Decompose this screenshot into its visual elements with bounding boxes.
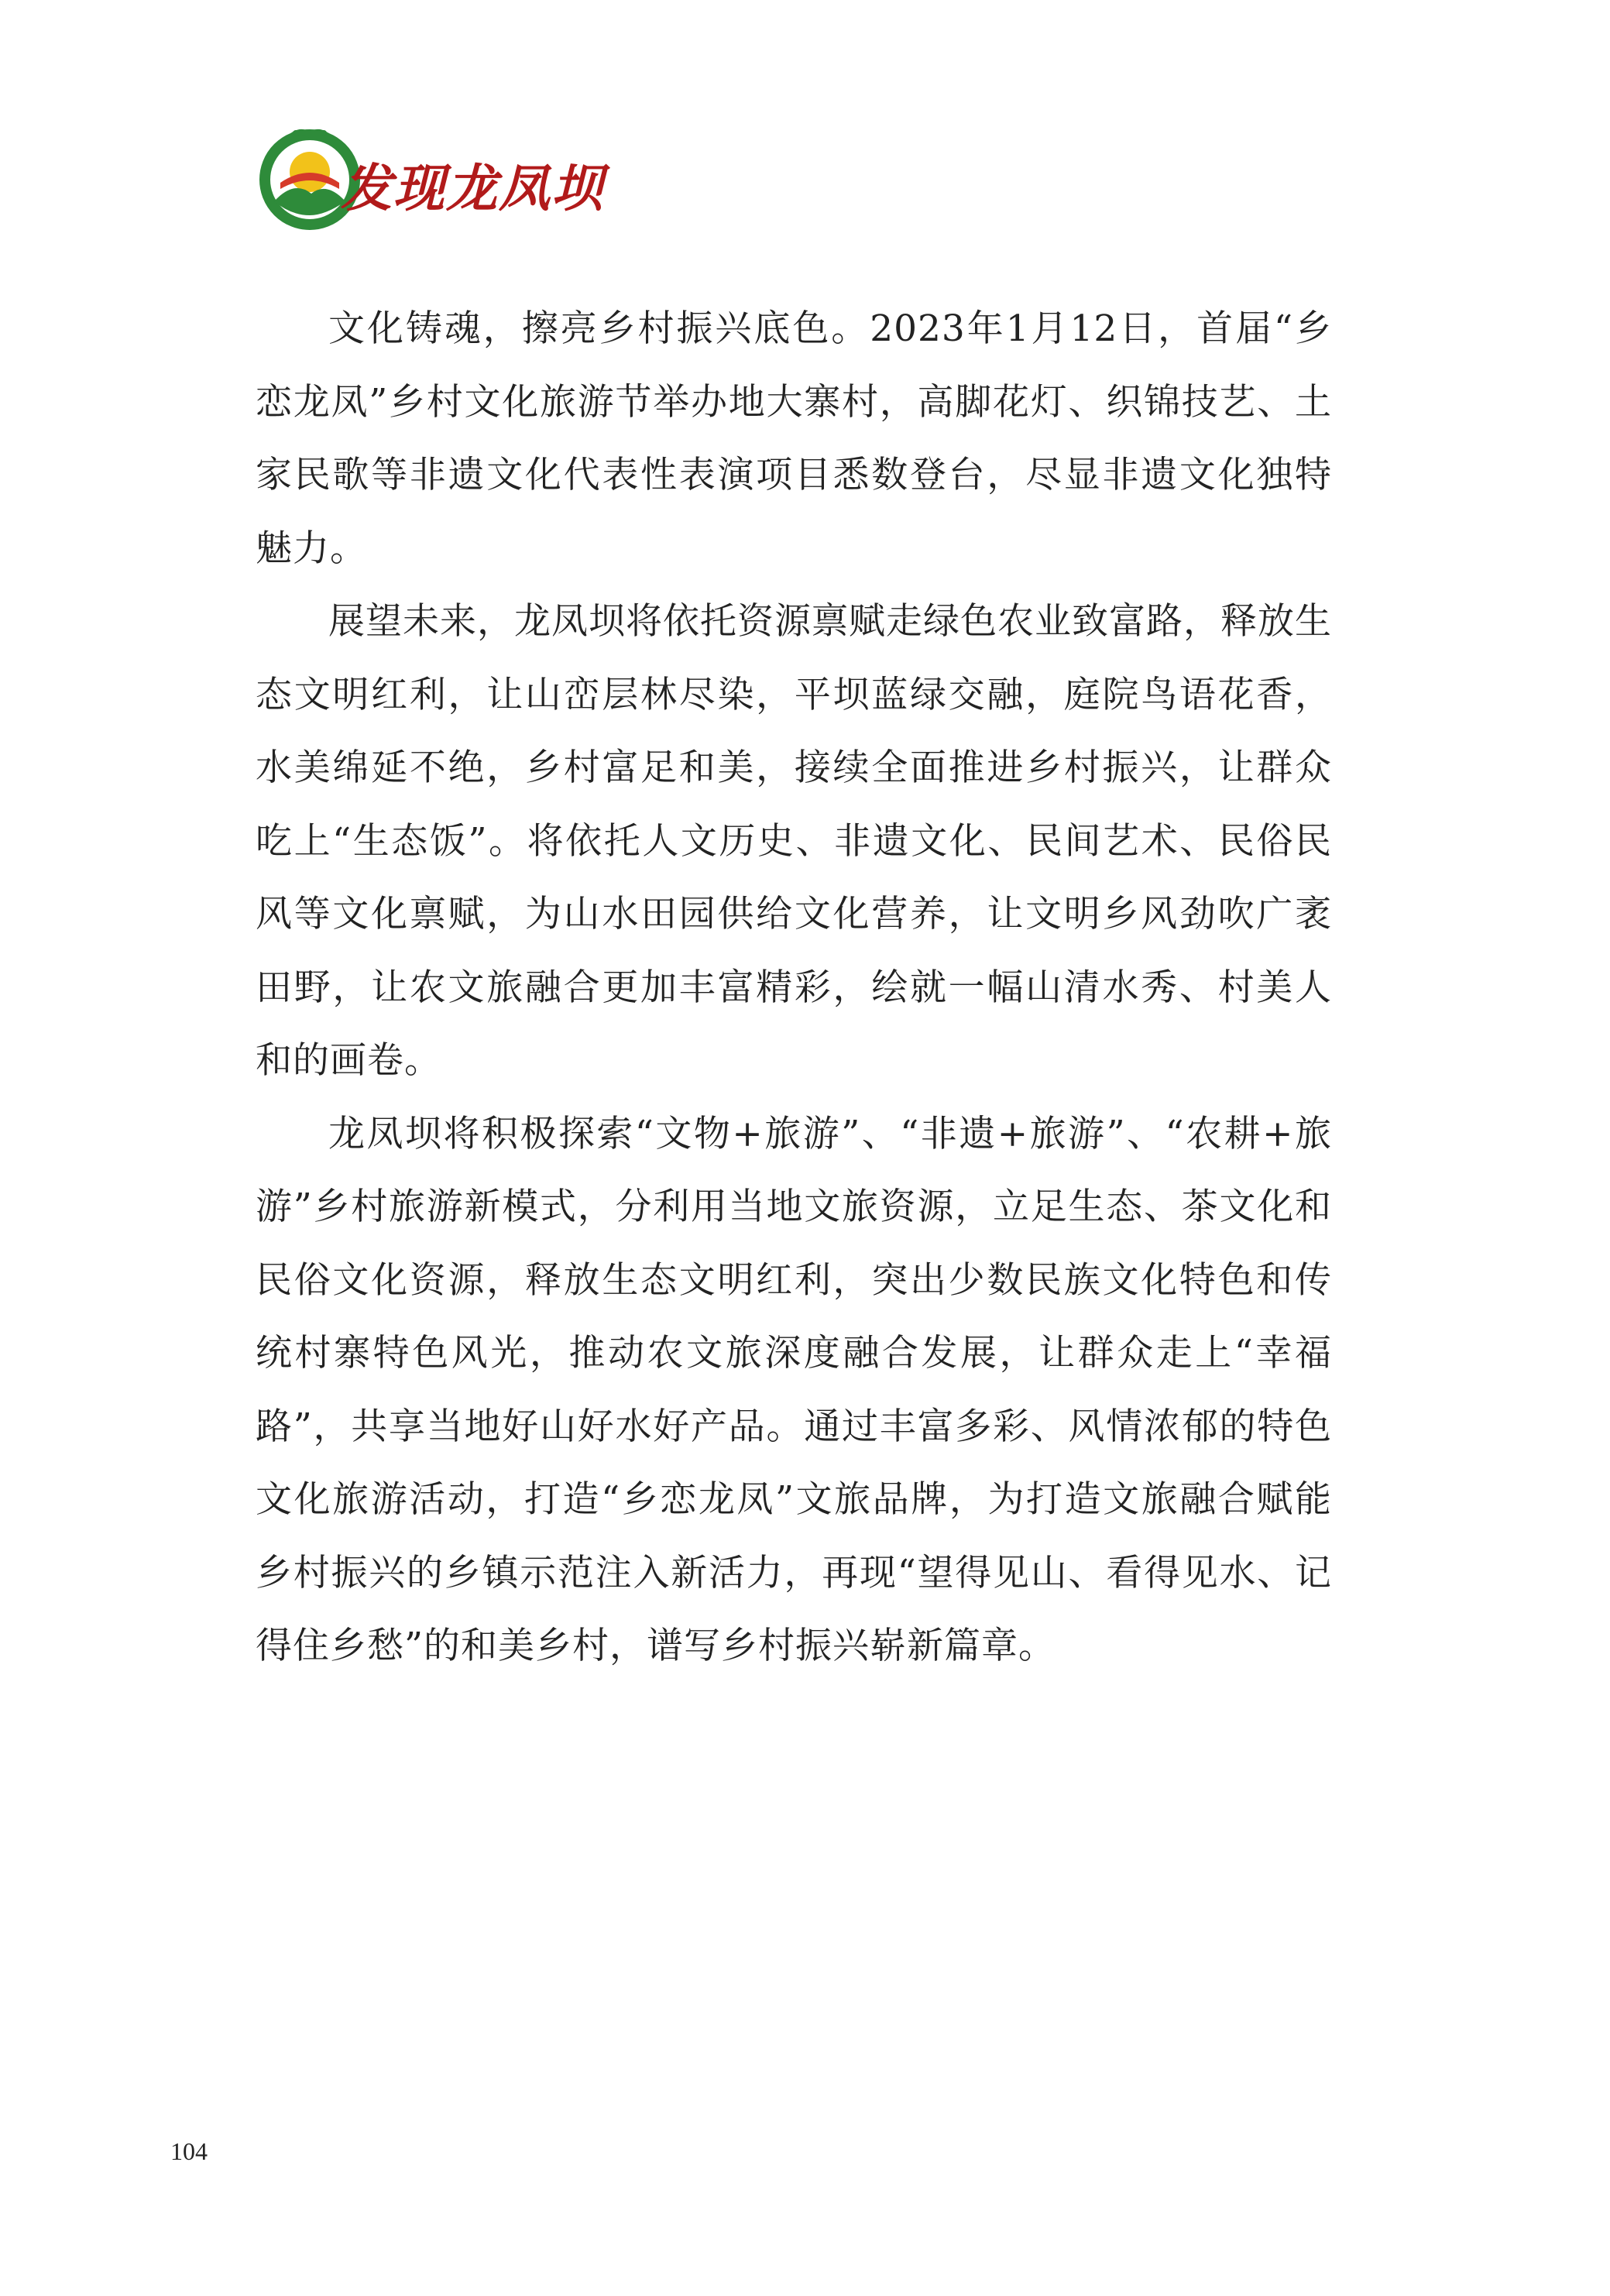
- paragraph: 文化铸魂，擦亮乡村振兴底色。2023年1月12日，首届“乡恋龙凤”乡村文化旅游节举办地大寨村，高脚花灯、织锦技艺、土家民歌等非遗文化代表性表演项目悉数登台，尽显非遗文化独特魅力。: [256, 307, 1332, 570]
- article-body: [256, 293, 1332, 1683]
- page-number: 104: [170, 2137, 208, 2165]
- paragraph: 龙凤坝将积极探索“文物+旅游”、“非遗+旅游”、“农耕+旅游”乡村旅游新模式，分利用当地文旅资源，立足生态、茶文化和民俗文化资源，释放生态文明红利，突出少数民族文化特色和传统村寨特色风光，推动农文旅深度融合发展，让群众走上“幸福路”，共享当地好山好水好产品。通过丰富多彩、风情浓郁的特色文化旅游活动，打造“乡恋龙凤”文旅品牌，为打造文旅融合赋能乡村振兴的乡镇示范注入新活力，再现“望得见山、看得见水、记得住乡愁”的和美乡村，谱写乡村振兴崭新篇章。: [256, 1112, 1332, 1667]
- paragraph: 展望未来，龙凤坝将依托资源禀赋走绿色农业致富路，释放生态文明红利，让山峦层林尽染，平坝蓝绿交融，庭院鸟语花香，水美绵延不绝，乡村富足和美，接续全面推进乡村振兴，让群众吃上“生态饭”。将依托人文历史、非遗文化、民间艺术、民俗民风等文化禀赋，为山水田园供给文化营养，让文明乡风劲吹广袤田野，让农文旅融合更加丰富精彩，绘就一幅山清水秀、村美人和的画卷。: [256, 600, 1332, 1082]
- logo-title: 发现龙凤坝: [341, 158, 604, 218]
- header-logo: [256, 116, 604, 240]
